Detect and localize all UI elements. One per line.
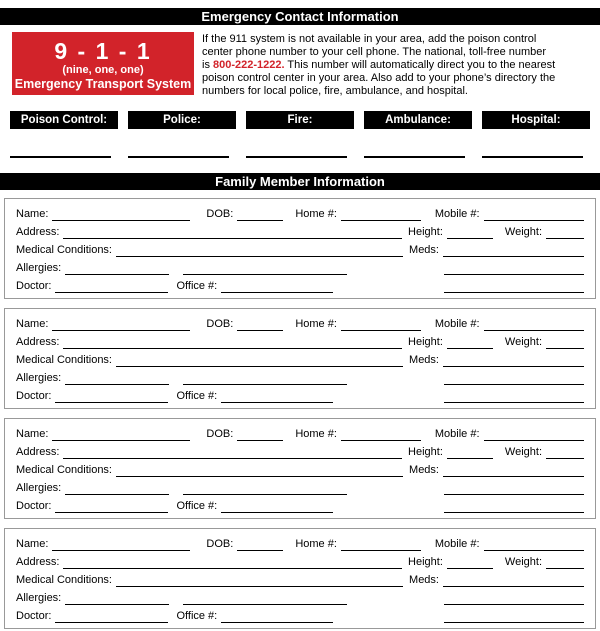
- dob-label: DOB:: [206, 538, 234, 550]
- dob-label: DOB:: [206, 208, 234, 220]
- medical-conditions-label: Medical Conditions:: [16, 574, 112, 586]
- name-input-line[interactable]: [52, 549, 190, 551]
- office-phone-label: Office #:: [176, 610, 218, 622]
- intro-line-5: numbers for local police, fire, ambulance, and hospital.: [202, 84, 468, 97]
- mobile-phone-label: Mobile #:: [434, 318, 480, 330]
- member-row-1: [16, 314, 584, 331]
- member-row-1: [16, 534, 584, 551]
- dob-input-line[interactable]: [237, 439, 283, 441]
- home-phone-label: Home #:: [295, 318, 337, 330]
- meds-input-line[interactable]: [443, 475, 584, 477]
- intro-line-1: If the 911 system is not available in your area, add the poison control: [202, 33, 537, 45]
- address-label: Address:: [16, 446, 60, 458]
- name-label: Name:: [16, 208, 49, 220]
- medical-conditions-input-line[interactable]: [116, 475, 403, 477]
- dob-label: DOB:: [206, 428, 234, 440]
- weight-input-line[interactable]: [546, 237, 584, 239]
- dob-input-line[interactable]: [237, 549, 283, 551]
- 911-badge: [12, 32, 194, 95]
- address-label: Address:: [16, 556, 60, 568]
- name-label: Name:: [16, 428, 49, 440]
- emergency-contacts-blanks: [10, 129, 590, 158]
- meds-input-line-3[interactable]: [444, 291, 584, 293]
- doctor-input-line[interactable]: [55, 511, 168, 513]
- height-label: Height:: [408, 226, 443, 238]
- poison-control-phone-number: 800-222-1222.: [213, 58, 285, 71]
- intro-line-4: poison control center in your area. Also add to your phone’s directory the: [202, 71, 556, 84]
- member-row-2: [16, 552, 584, 569]
- height-label: Height:: [408, 336, 443, 348]
- member-row-3: [16, 240, 584, 257]
- home-phone-label: Home #:: [295, 428, 337, 440]
- home-phone-input-line[interactable]: [341, 439, 421, 441]
- family-member-box-1: [4, 198, 596, 299]
- meds-label: Meds:: [409, 244, 439, 256]
- page-title: Emergency Contact Information: [0, 8, 600, 25]
- address-label: Address:: [16, 336, 60, 348]
- intro-paragraph: [202, 32, 555, 95]
- weight-input-line[interactable]: [546, 347, 584, 349]
- weight-label: Weight:: [504, 446, 542, 458]
- family-section-title: Family Member Information: [0, 173, 600, 190]
- fire-phone-line[interactable]: [246, 156, 347, 158]
- doctor-input-line[interactable]: [55, 401, 168, 403]
- meds-input-line-2[interactable]: [444, 383, 584, 385]
- allergies-input-line-2[interactable]: [183, 383, 347, 385]
- member-row-4: [16, 368, 584, 385]
- member-row-5: [16, 606, 584, 623]
- address-input-line[interactable]: [63, 567, 402, 569]
- office-phone-input-line[interactable]: [221, 401, 333, 403]
- medical-conditions-input-line[interactable]: [116, 585, 403, 587]
- home-phone-input-line[interactable]: [341, 329, 421, 331]
- name-input-line[interactable]: [52, 219, 190, 221]
- member-row-3: [16, 570, 584, 587]
- height-input-line[interactable]: [447, 237, 493, 239]
- meds-input-line-2[interactable]: [444, 493, 584, 495]
- allergies-input-line[interactable]: [65, 493, 169, 495]
- meds-input-line-3[interactable]: [444, 401, 584, 403]
- name-input-line[interactable]: [52, 329, 190, 331]
- name-label: Name:: [16, 538, 49, 550]
- mobile-phone-input-line[interactable]: [484, 329, 584, 331]
- name-label: Name:: [16, 318, 49, 330]
- weight-label: Weight:: [504, 226, 542, 238]
- allergies-input-line[interactable]: [65, 603, 169, 605]
- office-phone-input-line[interactable]: [221, 511, 333, 513]
- meds-input-line-2[interactable]: [444, 273, 584, 275]
- height-input-line[interactable]: [447, 567, 493, 569]
- medical-conditions-label: Medical Conditions:: [16, 464, 112, 476]
- allergies-input-line[interactable]: [65, 273, 169, 275]
- family-member-box-4: [4, 528, 596, 629]
- emergency-contacts-labels: [10, 111, 590, 129]
- allergies-label: Allergies:: [16, 592, 62, 604]
- meds-input-line-3[interactable]: [444, 511, 584, 513]
- intro-line-3: is 800-222-1222. This number will automatically direct you to the nearest: [202, 58, 556, 71]
- hospital-phone-line[interactable]: [482, 156, 583, 158]
- family-member-box-2: [4, 308, 596, 409]
- office-phone-label: Office #:: [176, 500, 218, 512]
- doctor-label: Doctor:: [16, 610, 52, 622]
- meds-label: Meds:: [409, 464, 439, 476]
- address-input-line[interactable]: [63, 347, 402, 349]
- member-row-5: [16, 496, 584, 513]
- dob-input-line[interactable]: [237, 219, 283, 221]
- doctor-label: Doctor:: [16, 280, 52, 292]
- doctor-label: Doctor:: [16, 390, 52, 402]
- fire-label: Fire:: [246, 111, 354, 129]
- dob-label: DOB:: [206, 318, 234, 330]
- member-row-5: [16, 386, 584, 403]
- member-row-4: [16, 588, 584, 605]
- mobile-phone-input-line[interactable]: [484, 549, 584, 551]
- meds-label: Meds:: [409, 354, 439, 366]
- doctor-label: Doctor:: [16, 500, 52, 512]
- allergies-label: Allergies:: [16, 372, 62, 384]
- mobile-phone-label: Mobile #:: [434, 428, 480, 440]
- hospital-label: Hospital:: [482, 111, 590, 129]
- police-label: Police:: [128, 111, 236, 129]
- height-label: Height:: [408, 556, 443, 568]
- ambulance-phone-line[interactable]: [364, 156, 465, 158]
- meds-input-line[interactable]: [443, 255, 584, 257]
- meds-input-line-2[interactable]: [444, 603, 584, 605]
- 911-number: 9 - 1 - 1: [54, 38, 152, 64]
- medical-conditions-input-line[interactable]: [116, 255, 403, 257]
- office-phone-input-line[interactable]: [221, 291, 333, 293]
- home-phone-label: Home #:: [295, 208, 337, 220]
- member-row-1: [16, 424, 584, 441]
- height-input-line[interactable]: [447, 347, 493, 349]
- address-input-line[interactable]: [63, 237, 402, 239]
- weight-label: Weight:: [504, 556, 542, 568]
- weight-label: Weight:: [504, 336, 542, 348]
- office-phone-label: Office #:: [176, 390, 218, 402]
- allergies-input-line[interactable]: [65, 383, 169, 385]
- address-input-line[interactable]: [63, 457, 402, 459]
- address-label: Address:: [16, 226, 60, 238]
- mobile-phone-input-line[interactable]: [484, 439, 584, 441]
- member-row-3: [16, 460, 584, 477]
- medical-conditions-label: Medical Conditions:: [16, 354, 112, 366]
- dob-input-line[interactable]: [237, 329, 283, 331]
- intro-line-2: center phone number to your cell phone. The national, toll-free number: [202, 45, 547, 58]
- 911-caption: Emergency Transport System: [14, 77, 192, 91]
- meds-input-line[interactable]: [443, 585, 584, 587]
- home-phone-input-line[interactable]: [341, 549, 421, 551]
- weight-input-line[interactable]: [546, 567, 584, 569]
- police-phone-line[interactable]: [128, 156, 229, 158]
- family-member-box-3: [4, 418, 596, 519]
- 911-phonetic: (nine, one, one): [62, 64, 144, 76]
- height-input-line[interactable]: [447, 457, 493, 459]
- member-row-2: [16, 442, 584, 459]
- meds-label: Meds:: [409, 574, 439, 586]
- member-row-4: [16, 258, 584, 275]
- mobile-phone-label: Mobile #:: [434, 208, 480, 220]
- allergies-input-line-2[interactable]: [183, 603, 347, 605]
- doctor-input-line[interactable]: [55, 291, 168, 293]
- allergies-label: Allergies:: [16, 482, 62, 494]
- meds-input-line[interactable]: [443, 365, 584, 367]
- name-input-line[interactable]: [52, 439, 190, 441]
- ambulance-label: Ambulance:: [364, 111, 472, 129]
- home-phone-input-line[interactable]: [341, 219, 421, 221]
- medical-conditions-input-line[interactable]: [116, 365, 403, 367]
- mobile-phone-label: Mobile #:: [434, 538, 480, 550]
- office-phone-label: Office #:: [176, 280, 218, 292]
- member-row-2: [16, 332, 584, 349]
- weight-input-line[interactable]: [546, 457, 584, 459]
- member-row-1: [16, 204, 584, 221]
- header-section: [0, 32, 600, 95]
- height-label: Height:: [408, 446, 443, 458]
- poison-control-label: Poison Control:: [10, 111, 118, 129]
- medical-conditions-label: Medical Conditions:: [16, 244, 112, 256]
- member-row-2: [16, 222, 584, 239]
- poison-control-phone-line[interactable]: [10, 156, 111, 158]
- allergies-label: Allergies:: [16, 262, 62, 274]
- allergies-input-line-2[interactable]: [183, 493, 347, 495]
- mobile-phone-input-line[interactable]: [484, 219, 584, 221]
- member-row-4: [16, 478, 584, 495]
- allergies-input-line-2[interactable]: [183, 273, 347, 275]
- member-row-3: [16, 350, 584, 367]
- home-phone-label: Home #:: [295, 538, 337, 550]
- member-row-5: [16, 276, 584, 293]
- family-member-boxes: [0, 198, 600, 629]
